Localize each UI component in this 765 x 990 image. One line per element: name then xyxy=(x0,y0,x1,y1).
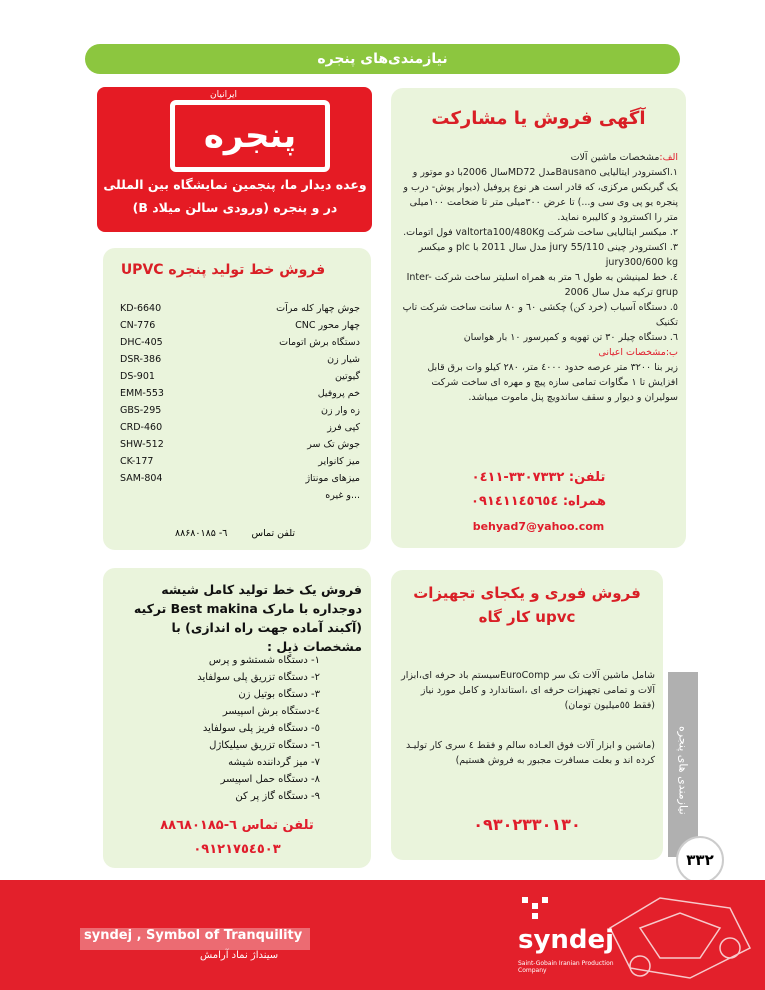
brand-logo: syndej xyxy=(518,925,615,955)
list-item xyxy=(120,368,360,385)
item-code: CN-776 xyxy=(120,320,156,331)
upvc-contact-value: ۸۸۶۸۰۱۸۵ -٦ xyxy=(175,528,228,539)
section-header: نیازمندی‌های پنجره xyxy=(85,44,680,74)
urgent-title-1: فروش فوری و یکجای تجهیزات xyxy=(413,584,641,602)
item-name: گیوتین xyxy=(334,371,360,382)
urgent-title-2: کار گاه upvc xyxy=(478,608,576,626)
item-name: جوش چهار کله مرآت xyxy=(276,303,360,314)
section-b-text: زیر بنا ۳۲۰۰ متر عرصه حدود ٤٠٠٠ متر، ۲۸۰ کیلو وات برق قابل افزایش تا ۱ مگاوات تمامی سازه پیچ و مهره ای ساخت شرکت سولیران و دیوار و سقف ساندویچ پنل ماموت میباشد. xyxy=(427,362,678,403)
item-code: EMM-553 xyxy=(120,388,164,399)
list-item: ۹- دستگاه گاز پر کن xyxy=(235,791,320,802)
item-name: میزهای مونتاژ xyxy=(305,473,360,484)
glass-mobile: ۰۹۱۲۱۷٥٤٥۰۳ xyxy=(193,842,281,857)
upvc-contact xyxy=(175,528,295,539)
item-code: CK-177 xyxy=(120,456,154,467)
sale-ad-body xyxy=(400,150,678,405)
upvc-title: فروش خط تولید پنجره UPVC xyxy=(120,262,326,278)
item-name: میز کانوایر xyxy=(318,456,360,467)
item-name: خم پروفیل xyxy=(317,388,360,399)
list-item xyxy=(120,351,360,368)
sale-ad-title: آگهی فروش یا مشارکت xyxy=(431,108,646,129)
section-a-title: مشخصات ماشین آلات xyxy=(570,152,660,163)
list-item: ٦- دستگاه تزریق سیلیکاژل xyxy=(209,740,320,751)
upvc-contact-label: تلفن تماس xyxy=(251,528,295,539)
sale-item: ۲. میکسر ایتالیایی ساخت شرکت valtorta100/480Kg فول اتومات. xyxy=(403,227,678,238)
list-item: ۱- دستگاه شستشو و پرس xyxy=(208,655,320,666)
ad-line-2: در و پنجره (ورودی سالن میلاد B) xyxy=(132,200,338,215)
sale-email[interactable]: behyad7@yahoo.com xyxy=(472,520,605,533)
sale-item: ٤. خط لمینیشن به طول ٦ متر به همراه اسلیتر ساخت شرکت Inter-grup ترکیه مدل سال 2006 xyxy=(406,272,678,298)
side-tab-label: نیازمندی های پنجره xyxy=(676,725,690,815)
urgent-phone: ۰۹۳۰۲۳۳۰۱۳۰ xyxy=(473,815,581,834)
list-item xyxy=(120,385,360,402)
sale-phone: تلفن: ۳۳۰۷۳۳۲-۰٤۱۱ xyxy=(471,470,606,485)
sale-item: ۳. اکسترودر چینی jury 55/110 مدل سال 2011 با plc و میکسر jury300/600 kg xyxy=(418,242,678,268)
item-code: DSR-386 xyxy=(120,354,162,365)
list-item: ۲- دستگاه تزریق پلی سولفاید xyxy=(197,672,320,683)
list-item xyxy=(120,470,360,487)
item-code: GBS-295 xyxy=(120,405,162,416)
item-name: و غیره... xyxy=(325,490,360,501)
item-name: دستگاه برش اتومات xyxy=(279,337,360,348)
list-item xyxy=(120,300,360,317)
item-name: کپی فرز xyxy=(327,422,360,433)
sale-item: ٦. دستگاه چیلر ۳۰ تن تهویه و کمپرسور ۱۰ بار هواسان xyxy=(463,332,678,343)
list-item xyxy=(120,419,360,436)
item-name: زه وار زن xyxy=(321,405,360,416)
section-a-head: الف: xyxy=(659,152,678,163)
list-item: ٥- دستگاه فریز پلی سولفاید xyxy=(202,723,320,734)
glass-phone: تلفن تماس ٦-۸۸٦۸۰۱۸۵ xyxy=(160,818,314,833)
brand-subtitle: Saint-Gobain Iranian Production Company xyxy=(518,960,614,974)
list-item: ۳- دستگاه بوتیل زن xyxy=(238,689,320,700)
brand-dots-icon xyxy=(520,895,560,925)
urgent-text-2: (ماشین و ابزار آلات فوق العـاده سالم و فقط ٤ سری کار تولیـد کرده اند و بعلت مسافرت مجبور به فروش هستیم) xyxy=(405,740,655,766)
list-item xyxy=(120,402,360,419)
glass-title: فروش یک خط تولید کامل شیشه دوجداره با مارک Best makina ترکیه (آکبند آماده جهت راه اندازی) با مشخصات ذیل : xyxy=(133,582,362,654)
list-item xyxy=(120,436,360,453)
item-code: DHC-405 xyxy=(120,337,163,348)
list-item: ٤-دستگاه برش اسپیسر xyxy=(222,706,320,717)
section-b-title: مشخصات اعیانی xyxy=(598,347,666,358)
item-code: DS-901 xyxy=(120,371,155,382)
ad-line-1: وعده دیدار ما، پنجمین نمایشگاه بین المللی xyxy=(103,177,367,192)
item-code: SAM-804 xyxy=(120,473,163,484)
item-code: CRD-460 xyxy=(120,422,163,433)
page-number: ۳۳۲ xyxy=(676,836,724,884)
sale-item: ٥. دستگاه آسیاب (خرد کن) چکشی ٦٠ و ٨٠ سانت ساخت شرکت تاپ تکنیک xyxy=(402,302,678,328)
list-item xyxy=(120,487,360,504)
item-code: KD-6640 xyxy=(120,303,162,314)
section-b-head: ب: xyxy=(665,347,678,358)
magazine-logo: پنجره xyxy=(170,100,330,172)
urgent-text-1: شامل ماشین آلات تک سر EuroCompسیستم باد حرفه ای،ابزار آلات و تمامی تجهیزات حرفه ای ،استاندارد و کامل مورد نیاز (فقط ٥٥میلیون تومان) xyxy=(401,670,655,711)
footer-slogan: syndej , Symbol of Tranquility xyxy=(84,928,303,943)
item-name: شیار زن xyxy=(327,354,360,365)
item-name: جوش تک سر xyxy=(307,439,360,450)
logo-subtitle: ایرانیان xyxy=(210,90,238,100)
list-item xyxy=(120,453,360,470)
footer-slogan-fa: سینداژ نماد آرامش xyxy=(200,950,279,961)
list-item: ۷- میز گرداننده شیشه xyxy=(228,757,320,768)
item-name: CNC چهار محور xyxy=(295,320,360,331)
list-item xyxy=(120,334,360,351)
list-item: ۸- دستگاه حمل اسپیسر xyxy=(220,774,320,785)
sale-mobile: همراه: ۰۹۱٤۱۱٤٥٦٥٤ xyxy=(471,494,606,509)
upvc-list xyxy=(120,300,360,504)
item-code: SHW-512 xyxy=(120,439,164,450)
glass-list xyxy=(170,652,320,805)
sale-item: ۱.اکسترودر ایتالیایی Bausanoمدل MD72سال 2006با دو موتور و یک گیربکس مرکزی، که قادر است هر نوع پروفیل (دیوار پوش- درب و پنجره یو پی وی سی و...) تا عرض ۳۰۰میلی متر تا ضخامت ۱۰۰میلی متر را اکسترود و کالیبره نماید. xyxy=(403,167,678,223)
list-item xyxy=(120,317,360,334)
